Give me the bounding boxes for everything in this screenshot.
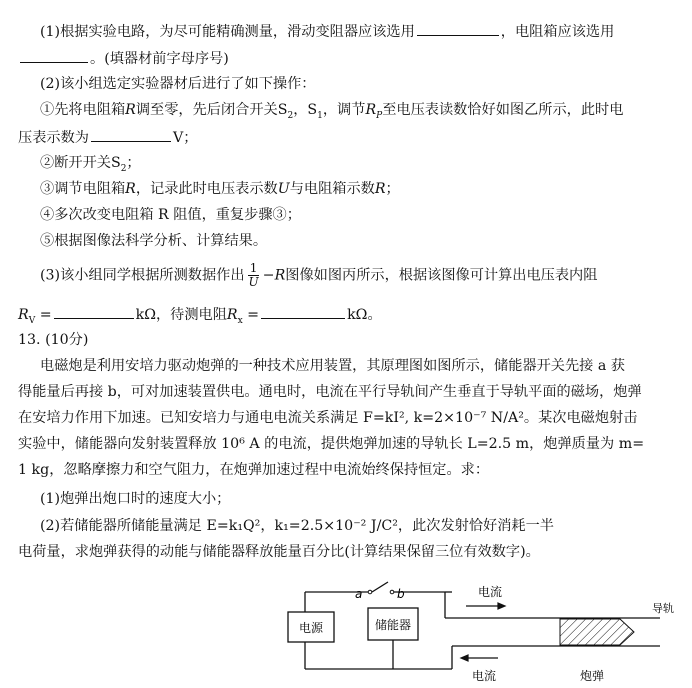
p3-unit2: kΩ。 <box>347 307 382 323</box>
q12-step1-line1 <box>40 100 623 126</box>
railgun-circuit-diagram <box>0 568 692 688</box>
s1-text-e: 压表示数为 <box>18 130 89 146</box>
s2-sub: 2 <box>120 163 127 174</box>
q13-subq2-line1: (2)若储能器所储能量满足 E=k₁Q²，k₁=2.5×10⁻² J/C²，此次发射恰好消耗一半 <box>40 518 554 534</box>
q13-line4: 实验中，储能器向发射装置释放 10⁶ A 的电流，提供炮弹加速的导轨长 L=2.5 m，炮弹质量为 m= <box>18 436 645 452</box>
q12-p1-text-b: ，电阻箱应该选用 <box>500 24 615 40</box>
fraction-1-over-u <box>247 262 261 289</box>
rail-label: 导轨 <box>652 602 674 615</box>
s1-text-b: 调至零，先后闭合开关 <box>135 102 278 118</box>
switch-contact-a <box>368 590 372 594</box>
q13-subq2-line2: 电荷量，求炮弹获得的动能与储能器释放能量百分比(计算结果保留三位有效数字)。 <box>18 544 540 560</box>
s3-text-d: ； <box>385 181 400 197</box>
q12-step4: ④多次改变电阻箱 R 阻值，重复步骤③； <box>40 207 301 223</box>
s1-symbol-r: R <box>125 102 136 118</box>
q12-part1-line1 <box>40 21 614 42</box>
current-arrow-bottom <box>461 655 498 661</box>
q13-line5: 1 kg，忽略摩擦力和空气阻力，在炮弹加速过程中电流始终保持恒定。求： <box>18 462 490 478</box>
q13-subq1: (1)炮弹出炮口时的速度大小； <box>40 491 231 507</box>
s2-end: ； <box>126 155 141 171</box>
q13-line1: 电磁炮是利用安培力驱动炮弹的一种技术应用装置，其原理图如图所示，储能器开关先接 a 获 <box>40 358 625 374</box>
s3-symbol-u: U <box>277 181 290 197</box>
q12-step5: ⑤根据图像法科学分析、计算结果。 <box>40 233 268 249</box>
blank-rx[interactable] <box>261 304 345 319</box>
current-label-top: 电流 <box>478 585 503 599</box>
q12-p1-text-c: 。(填器材前字母序号) <box>90 51 229 67</box>
s2-text: ②断开开关 <box>40 155 111 171</box>
switch-contact-b <box>390 590 394 594</box>
s1-symbol-s1: S <box>307 102 318 118</box>
storage-label: 储能器 <box>374 618 412 632</box>
p3-dash: − <box>262 267 275 284</box>
p3-symbol-r: R <box>274 267 286 284</box>
q12-part3-line1 <box>40 262 597 289</box>
blank-voltage[interactable] <box>91 127 171 142</box>
s1-sub-1: 1 <box>317 110 323 121</box>
s2-symbol-s: S <box>110 155 121 171</box>
q13-line2: 得能量后再接 b，可对加速装置供电。通电时，电流在平行导轨间产生垂直于导轨平面的磁场，炮弹 <box>18 384 642 400</box>
q12-part2-intro: (2)该小组选定实验器材后进行了如下操作： <box>40 76 316 92</box>
projectile-label: 炮弹 <box>580 669 605 683</box>
s3-symbol-r2: R <box>374 181 386 197</box>
p3-sub-v: V <box>28 315 36 326</box>
q12-part3-line2 <box>18 304 382 331</box>
s1-symbol-rp: R <box>365 102 377 118</box>
q12-part1-line2 <box>18 48 229 69</box>
p3-symbol-rx: R <box>226 307 238 323</box>
s3-text-c: 与电阻箱示数 <box>289 181 375 197</box>
q12-step1-line2 <box>18 127 197 148</box>
s3-symbol-r: R <box>125 181 136 197</box>
current-label-bottom: 电流 <box>472 669 497 683</box>
blank-rheostat[interactable] <box>417 21 499 36</box>
s1-text-d: 至电压表读数恰好如图乙所示，此时电 <box>382 102 624 118</box>
label-a: a <box>355 587 363 601</box>
s1-text-c: ，调节 <box>322 102 366 118</box>
s1-sub-2: 2 <box>287 110 294 121</box>
p3-eq1: = <box>35 307 52 323</box>
s3-text-b: ，记录此时电压表示数 <box>135 181 278 197</box>
p3-eq2: = <box>242 307 260 323</box>
s1-comma: ， <box>293 102 308 118</box>
current-arrow-top <box>466 603 505 609</box>
q12-step3 <box>40 179 400 199</box>
s1-text-a: ①先将电阻箱 <box>40 102 126 118</box>
power-source-label: 电源 <box>298 621 324 635</box>
q13-heading: 13. (10分) <box>18 332 89 348</box>
label-b: b <box>397 587 405 601</box>
s1-symbol-s2: S <box>277 102 288 118</box>
fraction-numerator: 1 <box>249 261 258 275</box>
p3-unit1: kΩ，待测电阻 <box>135 307 227 323</box>
blank-rv[interactable] <box>54 304 134 319</box>
p3-text-a: (3)该小组同学根据所测数据作出 <box>40 267 245 284</box>
projectile <box>560 619 634 645</box>
p3-text-c: 图像如图丙所示，根据该图像可计算出电压表内阻 <box>285 267 598 284</box>
fraction-denominator: U <box>248 275 259 289</box>
blank-resistance-box[interactable] <box>20 48 88 63</box>
q12-p1-text-a: (1)根据实验电路，为尽可能精确测量，滑动变阻器应该选用 <box>40 24 415 40</box>
s1-sub-p: P <box>376 110 383 121</box>
p3-sub-x: x <box>237 315 243 326</box>
s3-text-a: ③调节电阻箱 <box>40 181 126 197</box>
q12-step2 <box>40 153 141 179</box>
p3-symbol-rv: R <box>18 307 29 323</box>
s1-text-f: V； <box>172 130 198 146</box>
q13-line3: 在安培力作用下加速。已知安培力与通电电流关系满足 F=kI², k=2×10⁻⁷ N/A²。某次电磁炮射击 <box>18 410 638 426</box>
